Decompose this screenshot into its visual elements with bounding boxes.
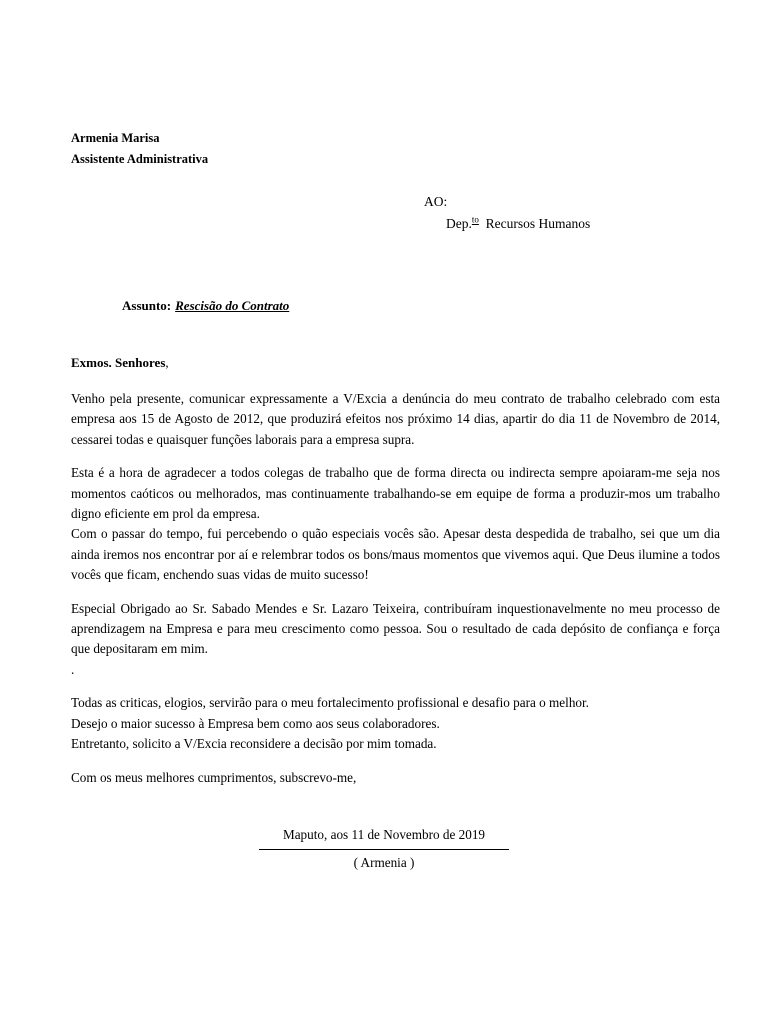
paragraph-thanks-colleagues: Esta é a hora de agradecer a todos colegas de trabalho que de forma directa ou indirecta sempre apoiaram-me seja nos momentos caóticos ou melhorados, mas continuamente trabalhando-se em equipe de forma a produzir-mos um trabalho digno eficiente em prol da empresa. — [71, 465, 720, 522]
paragraph-resignation-notice: Venho pela presente, comunicar expressamente a V/Excia a denúncia do meu contrato de trabalho celebrado com esta empresa aos 15 de Agosto de 2012, que produzirá efeitos nos próximo 14 dias, apartir do dia 11 de Novembro de 2014, cessarei todas e quaisquer funções laborais para a empresa supra. — [71, 391, 720, 447]
sender-block — [71, 128, 208, 170]
recipient-to-label: AO: — [424, 194, 448, 209]
signer-name: ( Armenia ) — [353, 855, 415, 870]
body-spacer — [71, 680, 720, 693]
greeting-punctuation: , — [165, 355, 169, 370]
subject-label: Assunto: — [122, 298, 172, 313]
closing-line-1: Todas as criticas, elogios, servirão para o meu fortalecimento profissional e desafio para o melhor. — [71, 695, 589, 711]
sender-role: Assistente Administrativa — [71, 152, 209, 166]
place-and-date: Maputo, aos 11 de Novembro de 2019 — [282, 827, 486, 842]
department-ordinal-marker: to — [471, 214, 479, 225]
letter-body — [71, 389, 720, 788]
subject-line — [122, 298, 289, 314]
closing-line-2: Desejo o maior sucesso à Empresa bem como aos seus colaboradores. — [71, 715, 440, 731]
stray-period: . — [71, 661, 75, 677]
greeting-line — [71, 355, 169, 371]
subject-value: Rescisão do Contrato — [175, 298, 290, 313]
signature-rule — [259, 849, 509, 850]
signature-block — [0, 825, 768, 873]
recipient-department — [446, 213, 590, 235]
paragraph-farewell-memories: Com o passar do tempo, fui percebendo o quão especiais vocês são. Apesar desta despedida de trabalho, sei que um dia ainda iremos nos encontrar por aí e relembrar todos os bons/maus momentos que vivemos aqui. Que Deus ilumine a todos vocês que ficam, enchendo suas vidas de muito sucesso! — [71, 526, 720, 583]
recipient-block — [424, 191, 590, 235]
department-prefix: Dep. — [446, 216, 472, 231]
paragraph-special-thanks: Especial Obrigado ao Sr. Sabado Mendes e Sr. Lazaro Teixeira, contribuíram inquestionavelmente no meu processo de aprendizagem na Empresa e para meu crescimento como pessoa. Sou o resultado de cada depósito de confiança e força que depositaram em mim. — [71, 600, 720, 657]
closing-line-3: Entretanto, solicito a V/Excia reconsidere a decisão por mim tomada. — [71, 736, 437, 752]
greeting-text: Exmos. Senhores — [71, 355, 166, 370]
valediction-line: Com os meus melhores cumprimentos, subscrevo-me, — [71, 769, 357, 785]
valediction-spacer — [71, 755, 720, 768]
department-name: Recursos Humanos — [485, 216, 591, 231]
sender-name: Armenia Marisa — [71, 131, 160, 145]
